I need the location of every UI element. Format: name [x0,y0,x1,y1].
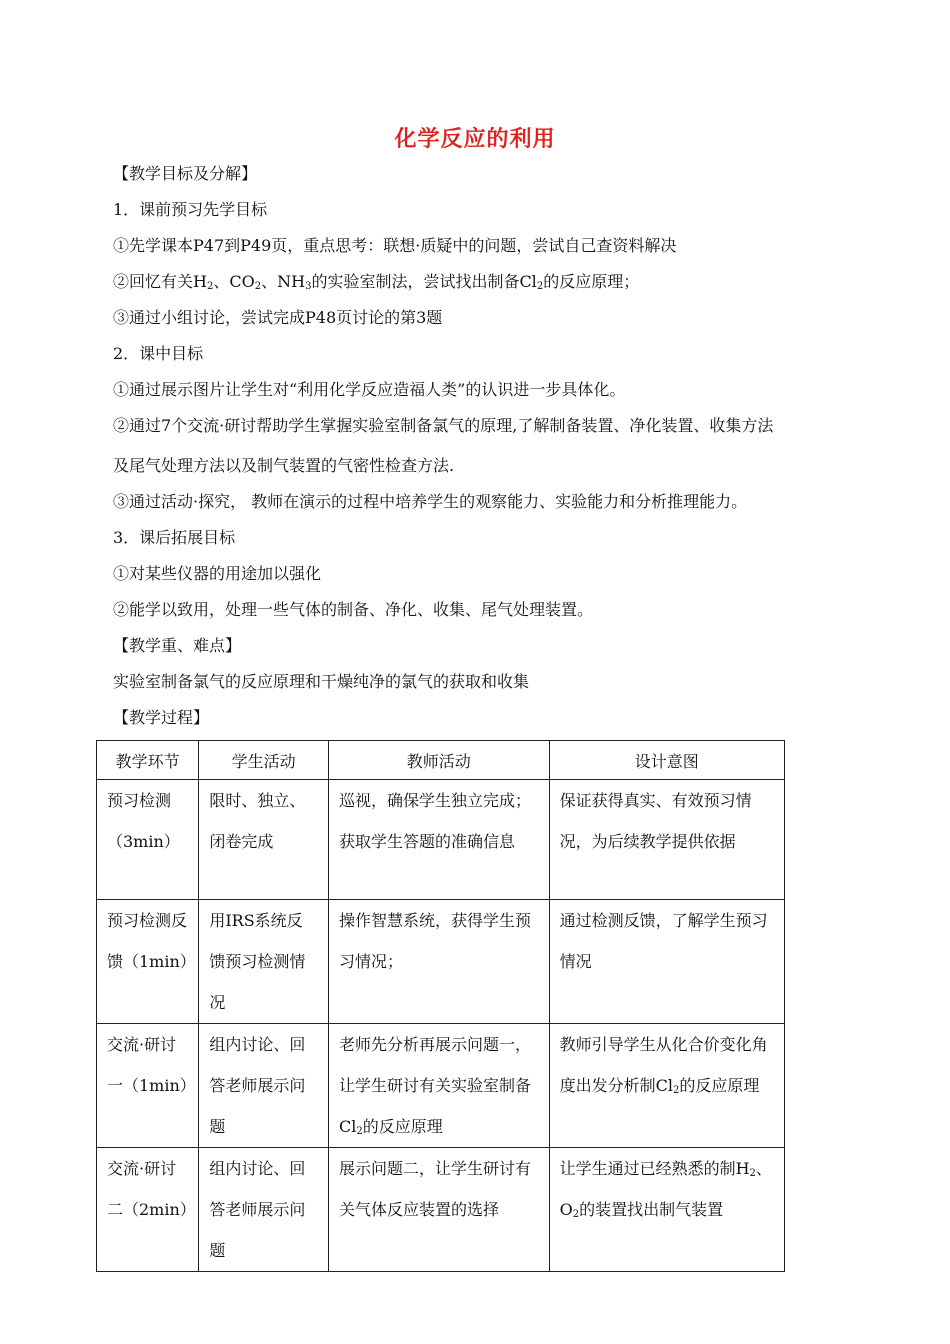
goal-2-heading: 2．课中目标 [113,344,204,363]
table-header-cell: 学生活动 [199,741,329,780]
section-process-heading: 【教学过程】 [113,708,210,727]
table-row [97,780,785,900]
key-points-text: 实验室制备氯气的反应原理和干燥纯净的氯气的获取和收集 [113,672,530,691]
goal-2-item-1: ①通过展示图片让学生对“利用化学反应造福人类”的认识进一步具体化。 [113,380,626,399]
table-cell: 交流·研讨二（2min） [97,1148,199,1272]
goal-3-heading: 3．课后拓展目标 [113,528,236,547]
goal-1-item-3: ③通过小组讨论，尝试完成P48页讨论的第3题 [113,308,443,327]
table-cell: 限时、独立、闭卷完成 [199,780,329,900]
section-key-heading: 【教学重、难点】 [113,636,242,655]
table-cell: 用IRS系统反馈预习检测情况 [199,900,329,1024]
table-row [97,1024,785,1148]
table-cell: 组内讨论、回答老师展示问题 [199,1024,329,1148]
goal-2-item-2-line-2: 及尾气处理方法以及制气装置的气密性检查方法. [113,456,455,475]
goal-1-heading: 1．课前预习先学目标 [113,200,268,219]
goal-2-item-2-line-1: ②通过7个交流·研讨帮助学生掌握实验室制备氯气的原理,了解制备装置、净化装置、收集方法 [113,416,774,435]
table-cell: 让学生通过已经熟悉的制$H_2$、$O_2$的装置找出制气装置 [549,1148,784,1272]
goal-1-item-1: ①先学课本P47到P49页，重点思考：联想·质疑中的问题，尝试自己查资料解决 [113,236,677,255]
table-cell: 老师先分析再展示问题一，让学生研讨有关实验室制备$Cl_2$的反应原理 [328,1024,549,1148]
goal-3-item-2: ②能学以致用，处理一些气体的制备、净化、收集、尾气处理装置。 [113,600,594,619]
table-cell: 预习检测（3min） [97,780,199,900]
goal-1-item-2: ②回忆有关$H_2$、$CO_2$、$NH_3$的实验室制法，尝试找出制备$Cl_2$的反应原理； [113,272,640,292]
table-cell: 教师引导学生从化合价变化角度出发分析制$Cl_2$的反应原理 [549,1024,784,1148]
goal-3-item-1: ①对某些仪器的用途加以强化 [113,564,322,583]
teaching-process-table [96,740,785,1272]
table-cell: 保证获得真实、有效预习情况，为后续教学提供依据 [549,780,784,900]
goal-2-item-3: ③通过活动·探究， 教师在演示的过程中培养学生的观察能力、实验能力和分析推理能力。 [113,492,748,511]
table-header-row [97,741,785,780]
table-header-cell: 设计意图 [549,741,784,780]
table-cell: 交流·研讨一（1min） [97,1024,199,1148]
table-row [97,1148,785,1272]
table-cell: 预习检测反馈（1min） [97,900,199,1024]
table-cell: 操作智慧系统，获得学生预习情况； [328,900,549,1024]
table-header-cell: 教师活动 [328,741,549,780]
table-header-cell: 教学环节 [97,741,199,780]
section-goals-heading: 【教学目标及分解】 [113,164,258,183]
table-cell: 巡视，确保学生独立完成；获取学生答题的准确信息 [328,780,549,900]
table-row [97,900,785,1024]
document-title: 化学反应的利用 [394,127,556,152]
table-cell: 通过检测反馈，了解学生预习情况 [549,900,784,1024]
table-cell: 展示问题二，让学生研讨有关气体反应装置的选择 [328,1148,549,1272]
table-cell: 组内讨论、回答老师展示问题 [199,1148,329,1272]
